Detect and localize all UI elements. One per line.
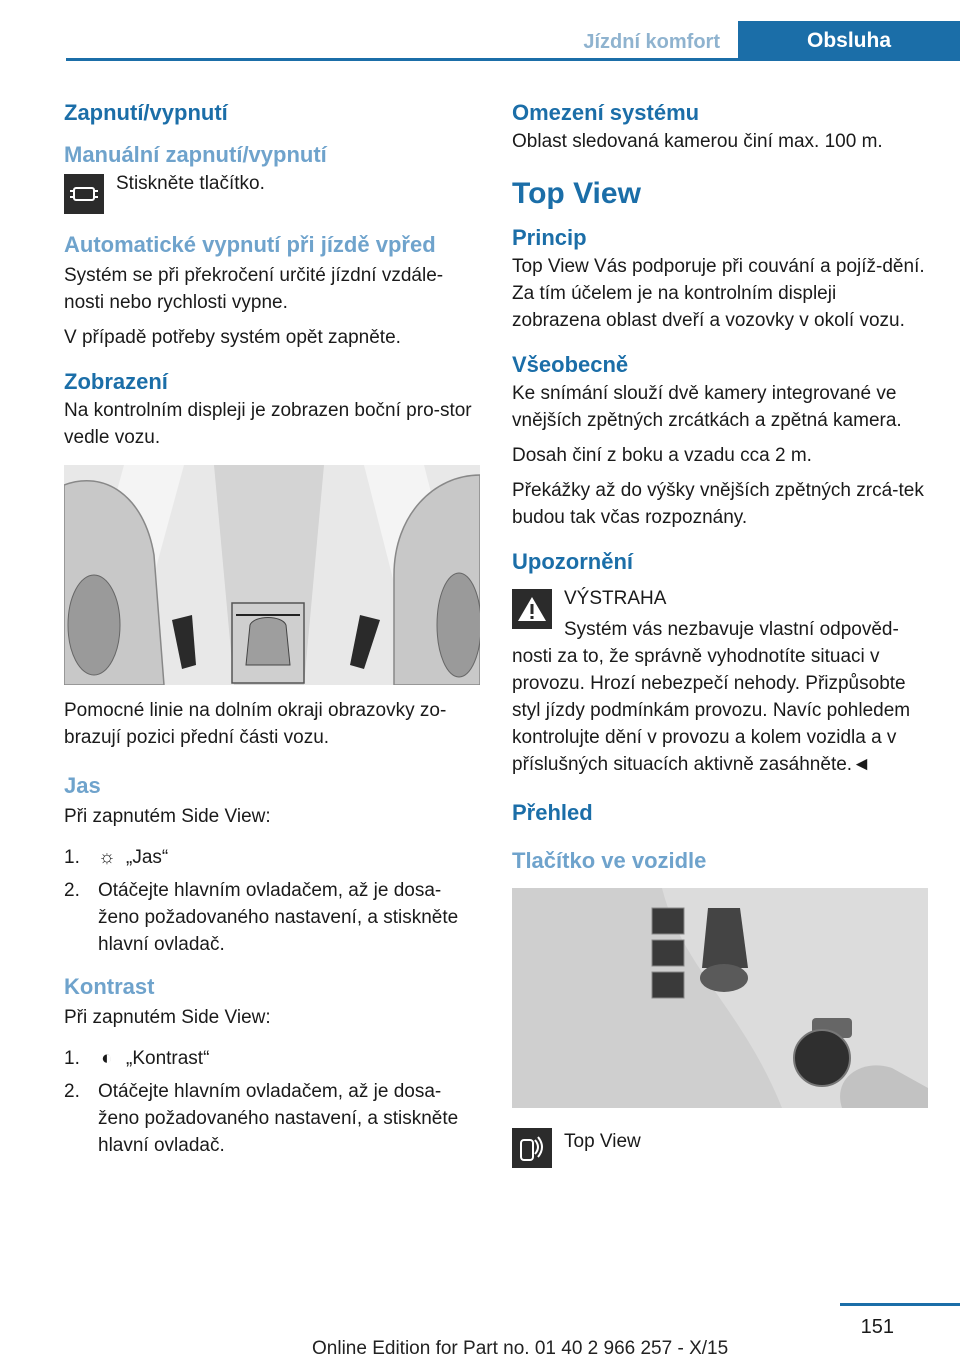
display-caption: Pomocné linie na dolním okraji obrazovky zo-brazují pozici přední části vozu. xyxy=(64,700,447,748)
footer-divider xyxy=(840,1303,960,1306)
heading-general: Všeobecně xyxy=(512,352,629,377)
auto-off-paragraph-2: V případě potřeby systém opět zapněte. xyxy=(64,327,401,348)
heading-contrast: Kontrast xyxy=(64,974,155,999)
side-view-button-icon xyxy=(64,174,104,214)
heading-principle: Princip xyxy=(512,225,587,250)
list-item: 2. Otáčejte hlavním ovladačem, až je dosa-ženo požadovaného nastavení, a stiskněte hlavní ovladač. xyxy=(64,880,459,955)
top-view-button-icon xyxy=(512,1128,552,1168)
list-item: 1. ◐ „Kontrast“ xyxy=(64,1045,482,1072)
center-console-illustration xyxy=(512,888,928,1108)
top-view-button-row xyxy=(512,1128,930,1168)
manual-button-row xyxy=(64,174,482,214)
heading-on-off: Zapnutí/vypnutí xyxy=(64,100,228,125)
principle-paragraph: Top View Vás podporuje při couvání a pojíž-dění. Za tím účelem je na kontrolním displeji zobrazena oblast dveří a vozovky v okolí vozu. xyxy=(512,256,925,331)
general-paragraph-1: Ke snímání slouží dvě kamery integrované ve vnějších zpětných zrcátkách a zpětná kamera. xyxy=(512,383,902,431)
edition-text: Online Edition for Part no. 01 40 2 966 257 - X/15 xyxy=(312,1338,729,1359)
header-tab: Obsluha xyxy=(738,21,960,61)
heading-display: Zobrazení xyxy=(64,369,168,394)
display-paragraph: Na kontrolním displeji je zobrazen boční pro-stor vedle vozu. xyxy=(64,400,472,448)
contrast-intro: Při zapnutém Side View: xyxy=(64,1007,271,1028)
heading-overview: Přehled xyxy=(512,800,593,825)
warning-block xyxy=(512,585,930,643)
page-number: 151 xyxy=(860,1316,894,1338)
heading-button-in-vehicle: Tlačítko ve vozidle xyxy=(512,848,707,873)
heading-auto-off: Automatické vypnutí při jízdě vpřed xyxy=(64,232,436,257)
list-item: 2. Otáčejte hlavním ovladačem, až je dosa-ženo požadovaného nastavení, a stiskněte hlavní ovladač. xyxy=(64,1081,459,1156)
heading-notes: Upozornění xyxy=(512,549,633,574)
warning-text-first-line: Systém vás nezbavuje vlastní odpověd- xyxy=(564,619,899,640)
general-paragraph-3: Překážky až do výšky vnějších zpětných zrcá-tek budou tak včas rozpoznány. xyxy=(512,480,924,528)
general-paragraph-2: Dosah činí z boku a vzadu cca 2 m. xyxy=(512,445,812,466)
warning-title: VÝSTRAHA xyxy=(564,588,667,609)
limits-paragraph: Oblast sledovaná kamerou činí max. 100 m. xyxy=(512,131,883,152)
header-section-title: Jízdní komfort xyxy=(583,31,720,53)
heading-manual: Manuální zapnutí/vypnutí xyxy=(64,142,327,167)
heading-brightness: Jas xyxy=(64,773,101,798)
brightness-intro: Při zapnutém Side View: xyxy=(64,806,271,827)
left-column xyxy=(64,100,482,1165)
page-header xyxy=(66,21,960,61)
auto-off-paragraph-1: Systém se při překročení určité jízdní vzdále-nosti nebo rychlosti vypne. xyxy=(64,265,444,313)
warning-text: nosti za to, že správně vyhodnotíte situaci v provozu. Hrozí nebezpečí nehody. Přizpůsobte styl jízdy podmínkám provozu. Navíc pohledem kontrolujte dění v provozu a kolem vozidla a v příslušných situacích aktivně zasáhněte.◄ xyxy=(512,646,911,775)
contrast-icon: ◐ xyxy=(101,1048,113,1069)
contrast-steps xyxy=(64,1045,482,1159)
heading-limits: Omezení systému xyxy=(512,100,700,125)
heading-top-view: Top View xyxy=(512,177,641,210)
sun-icon: ☼ xyxy=(98,847,116,868)
warning-triangle-icon xyxy=(512,589,552,629)
top-view-button-label: Top View xyxy=(564,1131,641,1152)
press-button-text: Stiskněte tlačítko. xyxy=(116,173,265,194)
right-column xyxy=(512,100,930,1186)
brightness-steps xyxy=(64,844,482,958)
side-view-display-illustration xyxy=(64,465,480,685)
list-item: 1. ☼ „Jas“ xyxy=(64,844,482,871)
